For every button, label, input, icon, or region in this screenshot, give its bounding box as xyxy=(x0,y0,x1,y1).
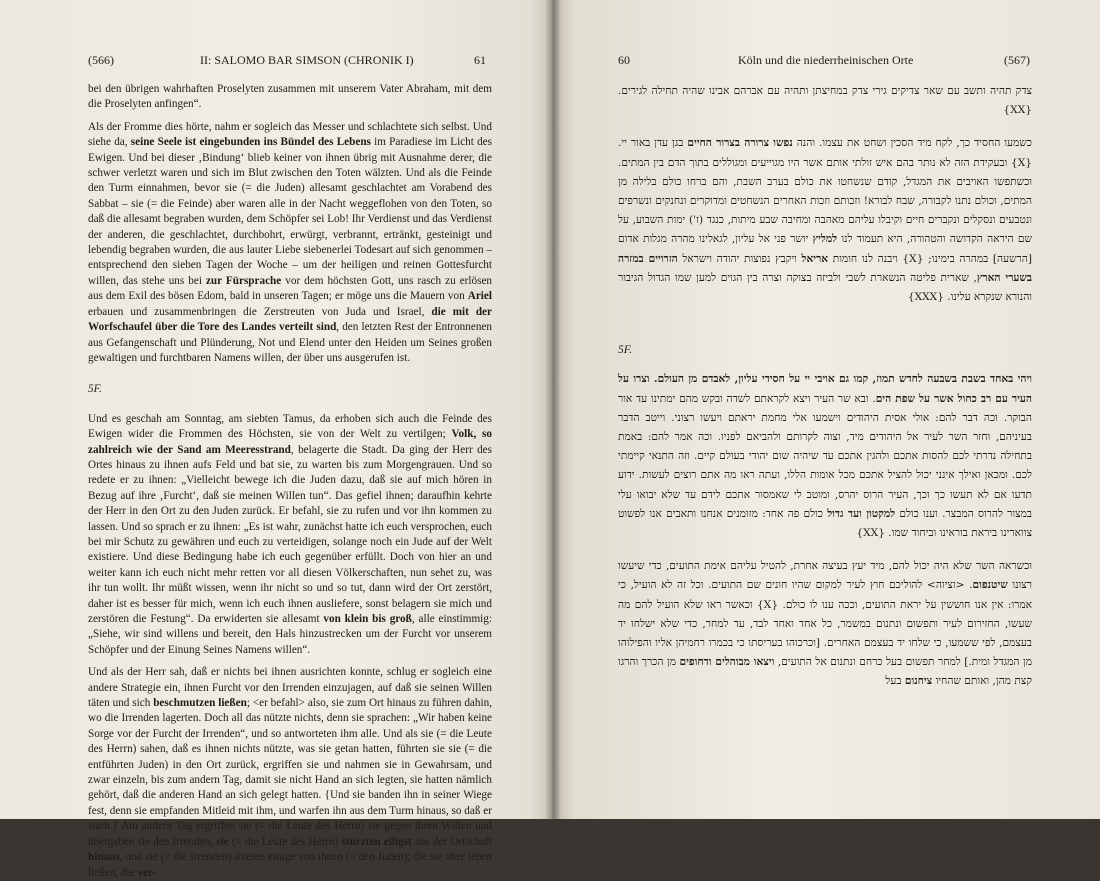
emphasis: ויהי באחד בשבת בשבעה לחדש תמוז, קמו גם אויבי יי על חסידי עליון, לאבדם מן העולם. וצרו על העיר xyxy=(618,373,1032,405)
page-number-original: (566) xyxy=(88,53,114,67)
page-number: 60 xyxy=(618,53,630,67)
german-translation-text xyxy=(88,82,492,881)
emphasis: von klein bis groß xyxy=(323,613,412,625)
emphasis: שיטנפום xyxy=(972,579,1008,592)
emphasis: stürzten eiligst xyxy=(341,835,412,848)
book-spine-shadow xyxy=(545,0,561,819)
paragraph: כשמעו החסיד כך, לקח מיד הסכין ושחט את עצמו. והנה נפשו צרורה בצרור החיים בגן עדן באור יי. {X} ובעקידת הזה לא נותר בהם איש זולתי אותם אשר היו מגוייעים ומגוללים בתוך הדם בין המתים. וכשתפשו האויבים את המגדל, קודם שנשחטו את כולם בערב השבת, והם ברחו כולם בלילה מן המתים, וכולם נתנו לקבורה, שבח לבורא! וזכותם וזכות האחרים הנשחטים ומדוקרים ונחנקים ונשרפים ונטבעים ונסקלים ונקברים חיים וקיבלו עליהם מאהבה ומחיבה שבע מיתות, כנגד (ז') ימות השבוע, על שם היראה הקדושה והטהורה, היא תעמוד לנו למליץ יושר פני אל עליון, לגאלינו מהרה מגלות אדום [הרשעה] במהרה בימינו; {X} ויבנה לנו חומות אריאל ויקבץ נפוצות יהודה וישראל הזרויים במזרה בשערי הארץ, שארית פליטה הנשארת לשבי ולביזה בצוקה וצרה בין הגוים למען שמו הגדול הגיבור והנורא שנקרא עלינו. {XXX} xyxy=(618,137,1033,304)
paragraph: וכשראה השר שלא היה יכול להם, מיד יעץ בעיצה אחרת, להטיל עליהם אימת התועים, כדי שיעשו רצונו שיטנפום. <וציוה> להוליכם חוץ לעיר למקום שהיו חונים שם התועים. וכל זה לא הועיל, כי אמרו: אין אנו חוששין על יראת התועים, וככה ענו לו כולם. {X} וכאשר ראו שלא הועיל להם מה שעשו, החזירום לעיר ותפשום ונתנום במשמר, כל אחד ואחד לבד, עד למחר, כדי שלא ישלחו יד בעצמם, לפי ששמעו, כי שלחו יד בעצמם האחרים. [וכרכוהו בעריסתו כי בכמרו רחמיהן אליו והפילוהו מן המגדל ומית.] למחר תפשום בעל כרחם ונתנום אל התועים, ויצאו מבוהלים ודחופים מן הכרך והרגו קצת מהן, ואותם שהחיו ציחנום בעל xyxy=(618,560,1032,688)
emphasis: Ariel xyxy=(467,290,492,303)
paragraph: Als der Fromme dies hörte, nahm er sogleich das Messer und schlachtete sich selbst. Und siehe da, seine Seele ist eingebunden ins Bündel des Lebens im Paradiese im Licht des Ewigen. Und bei dieser ‚Bindung‘ blieb keiner von ihnen übrig mit Ausnahme derer, die schwer verletzt waren und sich im Blut zwischen den Toten wälzten. Und als die Feinde den Turm einnahmen, bevor sie (= die Juden) allesamt geschlachtet am Vorabend des Sabbat – sie (= die Feinde) aber waren alle in der Nacht weggeflohen von den Toten, so daß die allesamt begraben wurden, dem Schöpfer sei Lob! Ihr Verdienst und das Verdienst der anderen, die geschlachtet, durchbohrt, erwürgt, verbrannt, ertränkt, gesteinigt und lebendig begraben wurden, die aus lauter Liebe siebenerlei Todesart auf sich genommen – entsprechend den sieben Tagen der Woche – um der heiligen und reinen Gottesfurcht willen, das stehe uns bei zur Fürsprache vor dem höchsten Gott, uns rasch zu erlösen aus dem Exil des bösen Edom, bald in unseren Tagen; er möge uns die Mauern von Ariel erbauen und zusammenbringen die Zerstreuten von Juda und Israel, die mit der Worfschaufel über die Tore des Landes verteilt sind, den letzten Rest der Entronnenen aus Gefangenschaft und Plünderung, Not und Elend unter den Heiden um Seines großen gewaltigen und furchtbaren Namens willen, der über uns ausgerufen ist. xyxy=(88,120,492,364)
emphasis: seine Seele ist eingebunden ins Bündel des Lebens xyxy=(130,136,371,149)
emphasis: beschmutzen ließen xyxy=(153,697,247,710)
emphasis: אריאל xyxy=(801,252,829,265)
emphasis: zur Fürsprache xyxy=(205,274,282,287)
emphasis: ציחנום xyxy=(904,675,933,688)
page-number: 61 xyxy=(474,53,486,67)
emphasis: ויצאו מבוהלים ודחופים xyxy=(679,656,775,669)
running-title: Köln und die niederrheinischen Orte xyxy=(738,53,914,67)
emphasis: עם רב כחול אשר על שפת הים xyxy=(875,392,1008,405)
section-label: 5F. xyxy=(618,344,633,357)
running-title: II: SALOMO BAR SIMSON (CHRONIK I) xyxy=(200,53,414,67)
paragraph: צדק תהיה ותשב עם שאר צדיקים גירי צדק במחיצתן ותהיה עם אברהם אבינו שהיה תחילה לגירים. {XX} xyxy=(618,85,1032,117)
right-page xyxy=(552,0,1100,819)
page-number-original: (567) xyxy=(1004,53,1030,67)
section-label: 5F. xyxy=(88,383,102,396)
paragraph: ויהי באחד בשבת בשבעה לחדש תמוז, קמו גם אויבי יי על חסידי עליון, לאבדם מן העולם. וצרו על העיר עם רב כחול אשר על שפת הים. ובא שר העיר ויצא לקראתם לשדה ובקש מהם ימתינו עד אור הבוקר. וכה דבר להם: אולי אסית היהודים וישמעו אלי מחמת יראתם ויעשו רצוני. וייטב הדבר בעיניהם, וחזר השר לעיר אל היהודים מיד, וצוה לקרותם ולהביאם לפניו. וכה אמר להם: באמת בתחילה נדרתי לכם להסות אתכם ולהגין אתכם עד שיהיה שום יהודי בעולם קיים. וזה התנאי קיימתי לכם. ומכאן ואילך אינני יכול להציל אתכם מכל אומות הללו, ועתה ראו מה אתם רוצים לעשות. ידוע תדעו אם לא תעשו כך וכך, העיר הרוס יהרס, ומוטב לי שאמסור אתכם לידם עד שלא יבואו עלי במצור להרוס המבצר. וענו כולם למקטון ועד גדול כולם פה אחד: מזומנים אנחנו ותאבים אנו לפשוט צווארינו ביראת בוראינו וביחוד שמו. {XX} xyxy=(618,373,1033,540)
emphasis: Volk, so zahlreich wie der Sand am Meeresstrand xyxy=(88,428,492,456)
emphasis: ver- xyxy=(137,866,157,879)
emphasis: למקטון ועד גדול xyxy=(827,507,896,520)
paragraph: bei den übrigen wahrhaften Proselyten zusammen mit unserem Vater Abraham, mit dem die Proselyten anfingen“. xyxy=(88,83,492,111)
emphasis: hinaus xyxy=(88,851,120,864)
emphasis: הזרויים במזרה בשערי הארץ xyxy=(618,252,1033,284)
paragraph: Und es geschah am Sonntag, am siebten Tamus, da erhoben sich auch die Feinde des Ewigen wider die Frommen des Höchsten, sie von der Welt zu vertilgen; Volk, so zahlreich wie der Sand am Meeresstrand, belagerte die Stadt. Da ging der Herr des Ortes hinaus zu ihnen aufs Feld und bat sie, zu warten bis zum Morgengrauen. Und so redete er zu ihnen: „Vielleicht bewege ich die Juden dazu, daß sie auf mich hören in Bezug auf ihre ‚Furcht‘, daß sie meinen Willen tun“. Das gefiel ihnen; daraufhin kehrte der Herr in den Ort zu den Juden zurück. Er befahl, sie zu rufen und vor ihn kommen zu lassen. Und so sprach er zu ihnen: „Es ist wahr, zunächst hatte ich euch versprochen, euch bei mir Schutz zu gewähren und euch zu verteidigen, solange noch ein Jude auf der Welt existiere. Und diese Bedingung habe ich euch gegenüber erfüllt. Doch von hier an und weiter kann ich euch nicht mehr retten vor all diesen Völkerschaften, nun sehet zu, was ihr tun wollt. Ihr müßt wissen, wenn ihr nicht so und so tut, dann wird der Ort zerstört, daher ist es besser für mich, wenn ich euch ihnen ausliefere, sonst belagern sie mich und zerstören die Festung“. Da erwiderten sie allesamt von klein bis groß, alle einstimmig: „Siehe, wir sind willens und bereit, den Hals hinzustrecken um der Furcht vor unserem Schöpfer und der Einung Seines Namens willen“. xyxy=(88,412,492,656)
emphasis: die mit der Worfschaufel über die Tore des Landes verteilt sind xyxy=(88,305,492,334)
emphasis: נפשו צרורה בצרור החיים xyxy=(687,137,793,150)
emphasis: למליץ xyxy=(812,233,838,246)
hebrew-source-text xyxy=(618,82,1032,692)
paragraph: Und als der Herr sah, daß er nichts bei ihnen ausrichten konnte, schlug er sogleich eine andere Strategie ein, ihnen Furcht vor den Irrenden einzujagen, auf daß sie seinen Willen täten und sich beschmutzen ließen; <er befahl> also, sie zum Ort hinaus zu führen dahin, wo die Irrenden lagerten. Doch all das nützte nichts, denn sie sprachen: „Wir haben keine Sorge vor der Furcht der Irrenden“, und so antworteten ihm alle. Und als sie (= die Leute des Herrn) sahen, daß es ihnen nichts nützte, was sie getan hatten, führten sie sie (= die entführten Juden) in den Ort zurück, ergriffen sie und nahmen sie in Gewahrsam, und zwar einzeln, bis zum andern Tag, damit sie nicht Hand an sich legten, sie hatten nämlich gehört, daß die anderen Hand an sich gelegt hatten. {Und sie banden ihn in seiner Wiege fest, denn sie empfanden Mitleid mit ihm, und warfen ihn aus dem Turm hinaus, so daß er starb.} Am andern Tag ergriffen sie (= die Leute des Herrn) sie gegen ihren Willen und übergaben sie den Irrenden, sie (= die Leute des Herrn) stürzten eiligst aus der Ortschaft hinaus, und sie (= die Irrenden) töteten einige von ihnen (= den Juden); die sie aber leben ließen, die ver- xyxy=(88,666,493,879)
emphasis: sie xyxy=(216,835,229,848)
